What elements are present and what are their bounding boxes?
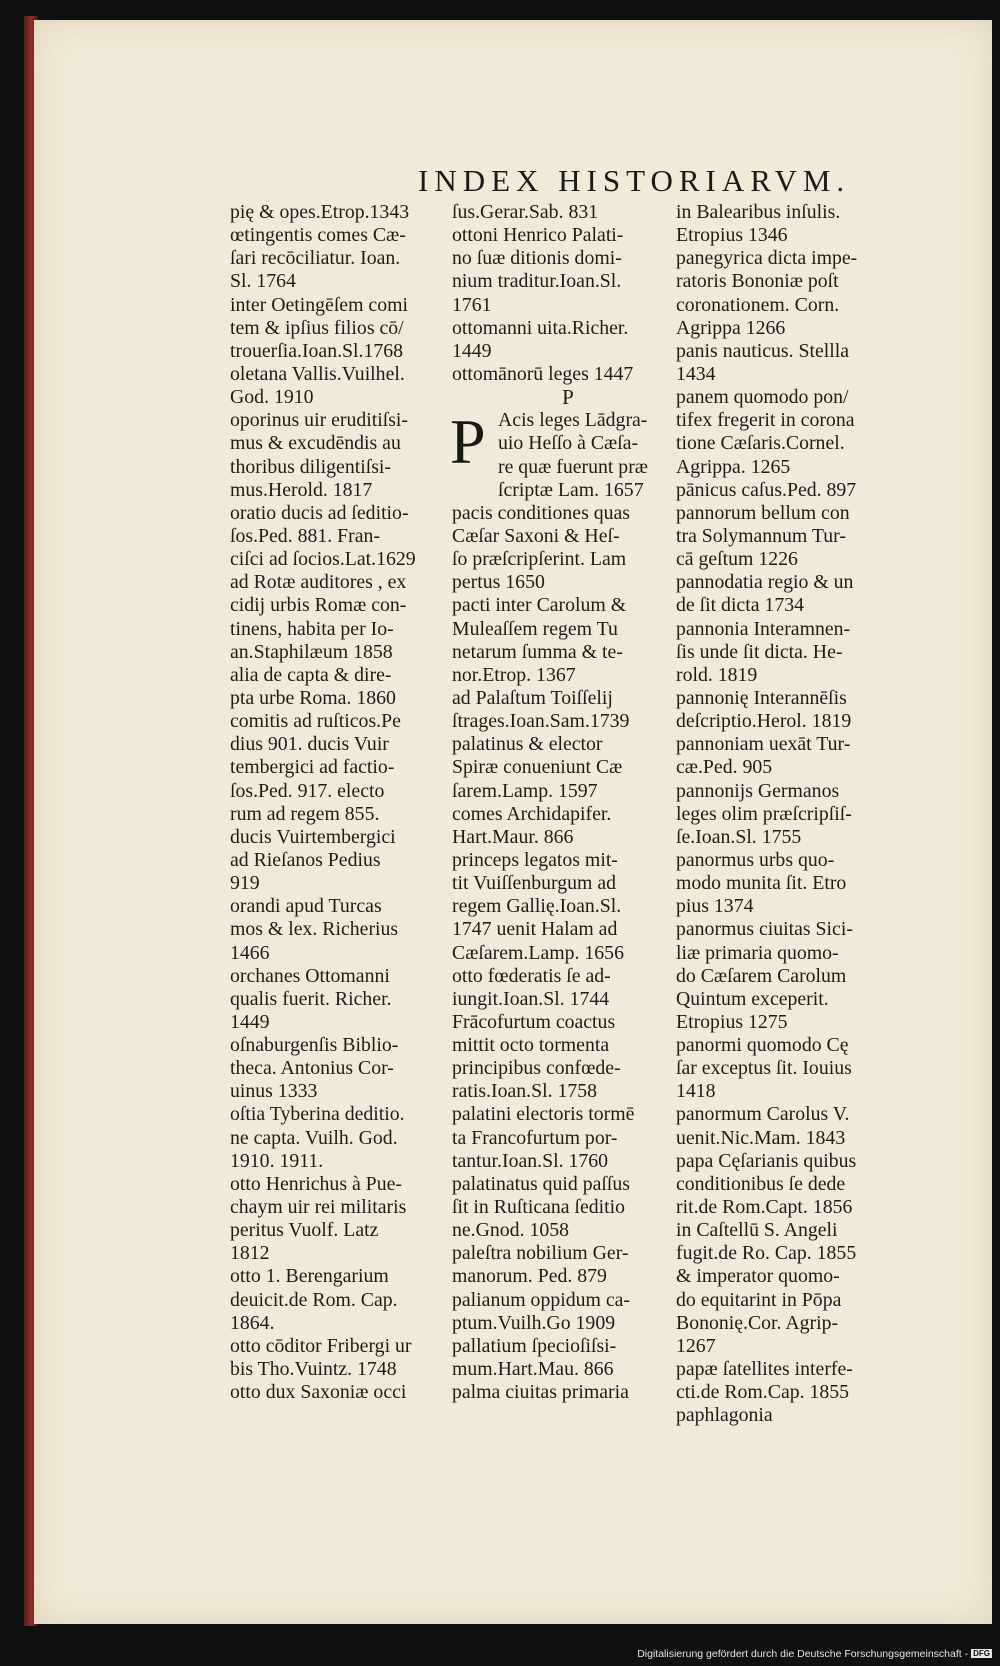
index-line: rum ad regem 855. xyxy=(230,802,380,825)
index-line: alia de capta & dire- xyxy=(230,663,392,686)
index-line: Cæſarem.Lamp. 1656 xyxy=(452,941,624,964)
index-line: ne capta. Vuilh. God. xyxy=(230,1126,398,1149)
index-line: pacti inter Carolum & xyxy=(452,594,627,617)
index-line: regem Gallię.Ioan.Sl. xyxy=(452,895,622,918)
index-line: chaym uir rei militaris xyxy=(230,1196,407,1219)
index-line: ſit in Ruſticana ſeditio xyxy=(452,1196,626,1219)
index-line: tinens, habita per Io- xyxy=(230,617,394,640)
index-line: oratio ducis ad ſeditio- xyxy=(230,501,409,524)
index-line: liæ primaria quomo- xyxy=(676,941,839,964)
index-line: ſcriptæ Lam. 1657 xyxy=(498,478,644,501)
index-line: 1434 xyxy=(676,362,716,385)
digitization-credit xyxy=(637,1648,992,1660)
index-line: 1418 xyxy=(676,1080,716,1103)
index-line: ſos.Ped. 881. Fran- xyxy=(230,524,381,547)
index-line: palatinus & elector xyxy=(452,733,603,756)
index-line: comitis ad ruſticos.Pe xyxy=(230,710,401,733)
index-line: do Cæſarem Carolum xyxy=(676,964,847,987)
index-line: 919 xyxy=(230,872,260,895)
index-line: pannonię Interannēſis xyxy=(676,686,847,709)
index-column-middle xyxy=(452,201,684,1404)
index-line: otto 1. Berengarium xyxy=(230,1265,389,1288)
index-line: rit.de Rom.Capt. 1856 xyxy=(676,1196,853,1219)
index-line: pallatium ſpecioſiſsi- xyxy=(452,1334,617,1357)
index-line: ſo præſcripſerint. Lam xyxy=(452,548,627,571)
index-line: ſis unde ſit dicta. He- xyxy=(676,640,843,663)
index-line: Etropius 1346 xyxy=(676,224,788,247)
index-line: de ſit dicta 1734 xyxy=(676,594,804,617)
index-line: deſcriptio.Herol. 1819 xyxy=(676,710,852,733)
index-line: qualis fuerit. Richer. xyxy=(230,987,392,1010)
index-line: manorum. Ped. 879 xyxy=(452,1265,607,1288)
index-line: nium traditur.Ioan.Sl. xyxy=(452,270,622,293)
index-line: in Caſtellū S. Angeli xyxy=(676,1219,838,1242)
index-line: tembergici ad factio- xyxy=(230,756,395,779)
index-line: Muleaſſem regem Tu xyxy=(452,617,618,640)
index-line: otto dux Saxoniæ occi xyxy=(230,1381,407,1404)
index-line: Bononię.Cor. Agrip- xyxy=(676,1311,839,1334)
index-line: principibus confœde- xyxy=(452,1057,621,1080)
index-line: uio Heſſo à Cæſa- xyxy=(498,432,639,455)
dfg-logo: DFG xyxy=(973,1649,990,1658)
index-line: mus.Herold. 1817 xyxy=(230,478,373,501)
index-line: 1761 xyxy=(452,293,492,316)
index-line: princeps legatos mit- xyxy=(452,848,618,871)
index-line: ſtrages.Ioan.Sam.1739 xyxy=(452,710,630,733)
index-line: panegyrica dicta impe- xyxy=(676,247,858,270)
index-line: ptum.Vuilh.Go 1909 xyxy=(452,1311,616,1334)
index-line: tifex fregerit in corona xyxy=(676,409,855,432)
index-line: 1812 xyxy=(230,1242,270,1265)
index-line: & imperator quomo- xyxy=(676,1265,840,1288)
index-line: mittit octo tormenta xyxy=(452,1034,610,1057)
index-line: bis Tho.Vuintz. 1748 xyxy=(230,1358,397,1381)
index-line: thoribus diligentiſsi- xyxy=(230,455,391,478)
index-line: ratoris Bononiæ poſt xyxy=(676,270,839,293)
index-line: Hart.Maur. 866 xyxy=(452,825,574,848)
index-line: ratis.Ioan.Sl. 1758 xyxy=(452,1080,598,1103)
index-line: leges olim præſcripſiſ- xyxy=(676,802,852,825)
index-line: 1747 uenit Halam ad xyxy=(452,918,618,941)
index-line: uenit.Nic.Mam. 1843 xyxy=(676,1126,846,1149)
index-line: pacis conditiones quas xyxy=(452,501,630,524)
index-line: pannoniam uexāt Tur- xyxy=(676,733,851,756)
index-line: trouerſia.Ioan.Sl.1768 xyxy=(230,339,404,362)
index-line: tantur.Ioan.Sl. 1760 xyxy=(452,1149,609,1172)
index-line: no ſuæ ditionis domi- xyxy=(452,247,622,270)
index-line: ad Palaſtum Toiſſelij xyxy=(452,686,613,709)
index-line: tra Solymannum Tur- xyxy=(676,524,846,547)
index-line: tit Vuiſſenburgum ad xyxy=(452,872,617,895)
index-line: 1864. xyxy=(230,1311,275,1334)
index-line: oſtia Tyberina deditio. xyxy=(230,1103,405,1126)
index-line: panis nauticus. Stellla xyxy=(676,339,850,362)
index-line: Acis leges Lādgra- P xyxy=(450,406,648,478)
index-line: God. 1910 xyxy=(230,386,314,409)
index-line: oporinus uir eruditiſsi- xyxy=(230,409,409,432)
index-line: papa Cęſarianis quibus xyxy=(676,1149,857,1172)
index-line: oletana Vallis.Vuilhel. xyxy=(230,362,405,385)
index-line: tione Cæſaris.Cornel. xyxy=(676,432,845,455)
index-line: theca. Antonius Cor- xyxy=(230,1057,394,1080)
index-line: Cæſar Saxoni & Heſ- xyxy=(452,524,620,547)
index-line: Agrippa 1266 xyxy=(676,316,786,339)
index-line: oſnaburgenſis Biblio- xyxy=(230,1034,399,1057)
index-line: ducis Vuirtembergici xyxy=(230,825,396,848)
index-line: ſus.Gerar.Sab. 831 xyxy=(452,201,599,223)
digitization-credit-text: Digitalisierung gefördert durch die Deutsche Forschungsgemeinschaft - xyxy=(637,1648,969,1660)
index-line: otto cōditor Fribergi ur xyxy=(230,1334,412,1357)
index-line: ottomanni uita.Richer. xyxy=(452,316,629,339)
index-line: ne.Gnod. 1058 xyxy=(452,1219,570,1242)
index-line: pius 1374 xyxy=(676,895,754,918)
index-line: palatinatus quid paſſus xyxy=(452,1172,631,1195)
index-line: 1466 xyxy=(230,941,270,964)
index-line: panormus urbs quo- xyxy=(676,848,835,871)
index-line: pta urbe Roma. 1860 xyxy=(230,686,396,709)
index-line: mus & excudēndis au xyxy=(230,432,401,455)
index-line: ta Francofurtum por- xyxy=(452,1126,618,1149)
index-line: ad Rotæ auditores , ex xyxy=(230,571,407,594)
book-page xyxy=(34,20,992,1624)
index-line: re quæ fuerunt præ xyxy=(498,455,648,478)
section-letter: P xyxy=(562,385,574,410)
index-column-left xyxy=(230,201,462,1404)
index-line: ſos.Ped. 917. electo xyxy=(230,779,385,802)
index-line: conditionibus ſe dede xyxy=(676,1172,846,1195)
index-line: paleſtra nobilium Ger- xyxy=(452,1242,629,1265)
index-line: 1267 xyxy=(676,1334,716,1357)
index-line: mos & lex. Richerius xyxy=(230,918,399,941)
index-line: pannonia Interamnen- xyxy=(676,617,851,640)
index-line: papæ ſatellites interfe- xyxy=(676,1358,853,1381)
index-line: orchanes Ottomanni xyxy=(230,964,390,987)
index-line: cti.de Rom.Cap. 1855 xyxy=(676,1381,850,1404)
drop-cap-letter: P xyxy=(450,406,486,478)
index-line: Agrippa. 1265 xyxy=(676,455,791,478)
index-line: iungit.Ioan.Sl. 1744 xyxy=(452,987,610,1010)
index-line: do equitarint in Pōpa xyxy=(676,1288,842,1311)
index-line: 1910. 1911. xyxy=(230,1149,324,1172)
index-line: panormum Carolus V. xyxy=(676,1103,850,1126)
index-line: peritus Vuolf. Latz xyxy=(230,1219,379,1242)
index-line: pannorum bellum con xyxy=(676,501,850,524)
index-line: panormi quomodo Cę xyxy=(676,1034,849,1057)
index-line: in Balearibus inſulis. xyxy=(676,201,841,223)
index-line: pannodatia regio & un xyxy=(676,571,854,594)
index-line: orandi apud Turcas xyxy=(230,895,382,918)
index-line: netarum ſumma & te- xyxy=(452,640,623,663)
index-line: cæ.Ped. 905 xyxy=(676,756,773,779)
index-line: pertus 1650 xyxy=(452,571,545,594)
index-line: fugit.de Ro. Cap. 1855 xyxy=(676,1242,857,1265)
index-line: nor.Etrop. 1367 xyxy=(452,663,576,686)
index-line: uinus 1333 xyxy=(230,1080,318,1103)
index-line: ottoni Henrico Palati- xyxy=(452,224,624,247)
index-line: an.Staphilæum 1858 xyxy=(230,640,393,663)
index-line: comes Archidapifer. xyxy=(452,802,612,825)
index-line: otto fœderatis ſe ad- xyxy=(452,964,611,987)
index-line: palianum oppidum ca- xyxy=(452,1288,630,1311)
index-line: ſe.Ioan.Sl. 1755 xyxy=(676,825,802,848)
index-line: palma ciuitas primaria xyxy=(452,1381,629,1404)
index-line: tem & ipſius filios cō/ xyxy=(230,316,404,339)
index-line: cidij urbis Romæ con- xyxy=(230,594,407,617)
index-line: Etropius 1275 xyxy=(676,1010,788,1033)
index-line: Quintum exceperit. xyxy=(676,987,829,1010)
index-line: pannonijs Germanos xyxy=(676,779,840,802)
index-line: modo munita ſit. Etro xyxy=(676,872,847,895)
index-line: paphlagonia xyxy=(676,1404,773,1427)
index-line: ſar exceptus ſit. Iouius xyxy=(676,1057,852,1080)
index-line: Sl. 1764 xyxy=(230,270,296,293)
index-line: panem quomodo pon/ xyxy=(676,386,849,409)
running-title: INDEX HISTORIARVM. xyxy=(418,163,851,198)
index-line: pānicus caſus.Ped. 897 xyxy=(676,478,857,501)
index-line: ſari recōciliatur. Ioan. xyxy=(230,247,401,270)
index-line: ciſci ad ſocios.Lat.1629 xyxy=(230,548,416,571)
index-line: otto Henrichus à Pue- xyxy=(230,1172,402,1195)
index-line: inter Oetingēſem comi xyxy=(230,293,408,316)
index-column-right xyxy=(676,201,908,1427)
index-line: cā geſtum 1226 xyxy=(676,548,798,571)
index-line: coronationem. Corn. xyxy=(676,293,840,316)
index-line: ſarem.Lamp. 1597 xyxy=(452,779,598,802)
index-line: Spiræ conueniunt Cæ xyxy=(452,756,623,779)
index-line: 1449 xyxy=(230,1010,270,1033)
index-line: ottomānorū leges 1447 xyxy=(452,362,634,385)
index-line: œtingentis comes Cæ- xyxy=(230,224,406,247)
index-line: palatini electoris tormē xyxy=(452,1103,635,1126)
index-line: pię & opes.Etrop.1343 xyxy=(230,201,410,223)
index-line: dius 901. ducis Vuir xyxy=(230,733,389,756)
index-line: rold. 1819 xyxy=(676,663,758,686)
index-line: deuicit.de Rom. Cap. xyxy=(230,1288,398,1311)
index-line: Frācofurtum coactus xyxy=(452,1010,616,1033)
index-line: 1449 xyxy=(452,339,492,362)
index-line: ad Rieſanos Pedius xyxy=(230,848,381,871)
index-line: panormus ciuitas Sici- xyxy=(676,918,853,941)
index-line: mum.Hart.Mau. 866 xyxy=(452,1358,614,1381)
